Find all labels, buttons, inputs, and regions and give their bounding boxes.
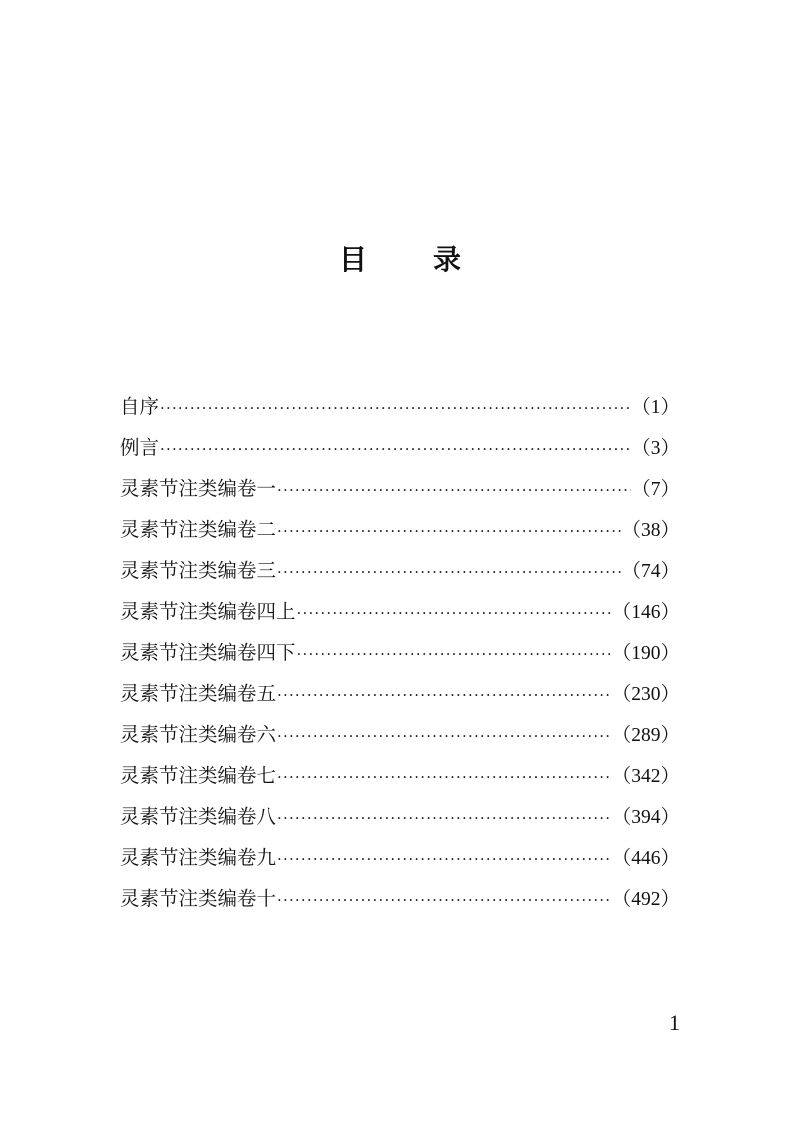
toc-leader-dots <box>276 880 612 921</box>
toc-entry-label: 灵素节注类编卷五 <box>120 682 277 705</box>
toc-entry-page: （190） <box>611 643 680 664</box>
toc-leader-dots <box>276 511 621 552</box>
toc-leader-dots <box>276 716 612 757</box>
toc-entry-page: （492） <box>611 889 680 910</box>
toc-leader-dots <box>276 552 621 593</box>
toc-entry-label: 灵素节注类编卷四下 <box>120 641 296 664</box>
toc-entry-page: （394） <box>611 807 680 828</box>
toc-entry-label: 例言 <box>120 436 160 459</box>
toc-entry[interactable] <box>120 878 680 919</box>
toc-entry-page: （7） <box>631 479 680 500</box>
toc-entry-page: （1） <box>631 397 680 418</box>
page-title: 目录 <box>338 243 527 276</box>
toc-entry[interactable] <box>120 468 680 509</box>
toc-entry-page: （446） <box>611 848 680 869</box>
toc-entry-label: 灵素节注类编卷三 <box>120 559 277 582</box>
toc-leader-dots <box>296 634 612 675</box>
toc-leader-dots <box>276 757 612 798</box>
toc-leader-dots <box>276 798 612 839</box>
toc-entry[interactable] <box>120 591 680 632</box>
toc-entry-label: 灵素节注类编卷十 <box>120 887 277 910</box>
toc-entry[interactable] <box>120 509 680 550</box>
toc-entry[interactable] <box>120 632 680 673</box>
toc-entry-label: 灵素节注类编卷六 <box>120 723 277 746</box>
toc-entry-label: 灵素节注类编卷一 <box>120 477 277 500</box>
toc-leader-dots <box>276 470 631 511</box>
toc-entry-label: 自序 <box>120 395 160 418</box>
page-number: 1 <box>669 1010 680 1035</box>
toc-leader-dots <box>276 839 612 880</box>
toc-entry-label: 灵素节注类编卷七 <box>120 764 277 787</box>
toc-entry[interactable] <box>120 550 680 591</box>
toc-entry-page: （342） <box>611 766 680 787</box>
toc-entry[interactable] <box>120 837 680 878</box>
toc-entry[interactable] <box>120 386 680 427</box>
toc-entry-page: （146） <box>611 602 680 623</box>
toc-leader-dots <box>296 593 612 634</box>
toc-entry-label: 灵素节注类编卷二 <box>120 518 277 541</box>
table-of-contents <box>120 386 680 919</box>
toc-entry[interactable] <box>120 796 680 837</box>
toc-entry-label: 灵素节注类编卷四上 <box>120 600 296 623</box>
toc-entry-label: 灵素节注类编卷九 <box>120 846 277 869</box>
toc-entry[interactable] <box>120 755 680 796</box>
toc-entry-label: 灵素节注类编卷八 <box>120 805 277 828</box>
toc-leader-dots <box>159 388 631 429</box>
toc-leader-dots <box>159 429 631 470</box>
toc-entry[interactable] <box>120 427 680 468</box>
toc-entry-page: （38） <box>621 520 680 541</box>
toc-entry-page: （230） <box>611 684 680 705</box>
toc-entry[interactable] <box>120 673 680 714</box>
toc-entry-page: （74） <box>621 561 680 582</box>
toc-entry-page: （289） <box>611 725 680 746</box>
toc-entry-page: （3） <box>631 438 680 459</box>
toc-leader-dots <box>276 675 612 716</box>
toc-entry[interactable] <box>120 714 680 755</box>
